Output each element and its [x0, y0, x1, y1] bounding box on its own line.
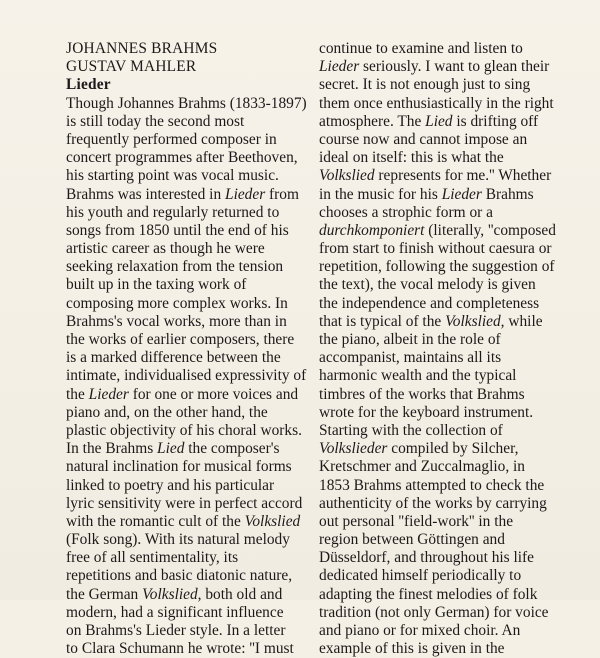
text-segment: frequently performed composer in: [66, 130, 277, 148]
italic-term: Lied: [157, 440, 185, 458]
italic-term: Volkslieder: [319, 440, 388, 458]
text-line: [319, 167, 561, 185]
text-line: [319, 222, 561, 240]
composer-brahms-heading: JOHANNES BRAHMS: [66, 40, 218, 57]
text-segment: linked to poetry and his particular: [66, 476, 275, 494]
text-line: [319, 586, 561, 604]
text-segment: wrote for the keyboard instrument.: [319, 403, 534, 421]
text-line: [66, 458, 306, 476]
left-column: [66, 40, 306, 658]
text-segment: timbres of the works that Brahms: [319, 385, 525, 403]
text-segment: seeking relaxation from the tension: [66, 258, 284, 276]
text-line: [66, 567, 306, 585]
text-line: [319, 313, 561, 331]
text-line: [66, 222, 306, 240]
text-segment: (literally, ''composed: [424, 221, 556, 239]
text-segment: the German: [66, 585, 143, 603]
text-segment: region between Göttingen and: [319, 531, 505, 549]
text-segment: the composer's: [184, 440, 280, 458]
text-line: [319, 422, 561, 440]
section-title: Lieder: [66, 76, 111, 94]
text-line: [66, 404, 306, 422]
text-segment: the: [66, 385, 89, 403]
text-line: [66, 367, 306, 385]
text-segment: represents for me.'' Whether: [374, 167, 552, 185]
text-line: [319, 40, 561, 58]
text-line: [66, 295, 306, 313]
text-segment: Kretschmer and Zuccalmaglio, in: [319, 458, 525, 476]
text-line: [66, 549, 306, 567]
text-line: [66, 531, 306, 549]
text-line: [66, 186, 306, 204]
text-line: [66, 313, 306, 331]
text-segment: tradition (not only German) for voice: [319, 603, 549, 621]
text-line: [66, 622, 306, 640]
text-segment: dedicated himself periodically to: [319, 567, 522, 585]
text-segment: the piano, albeit in the role of: [319, 331, 501, 348]
text-segment: the works of earlier composers, there: [66, 331, 295, 348]
text-line: [319, 58, 561, 76]
text-line: [66, 258, 306, 276]
text-line: [319, 640, 561, 658]
text-segment: course now and cannot impose an: [319, 130, 528, 148]
text-line: [319, 331, 561, 349]
text-segment: songs from 1850 until the end of his: [66, 221, 289, 239]
text-line: [319, 404, 561, 422]
text-line: [319, 76, 561, 94]
text-line: [319, 549, 561, 567]
text-segment: Brahms was interested in: [66, 185, 226, 203]
text-line: [319, 186, 561, 204]
text-segment: that is typical of the: [319, 312, 446, 330]
italic-term: Lieder: [319, 58, 360, 76]
text-line: [66, 477, 306, 495]
text-segment: accompanist, maintains all its: [319, 349, 502, 367]
text-segment: lyric sensitivity were in perfect accord: [66, 494, 303, 512]
text-segment: In the Brahms: [66, 440, 158, 458]
text-segment: Brahms's vocal works, more than in: [66, 312, 287, 330]
text-segment: from start to finish without caesura or: [319, 240, 552, 258]
text-line: [319, 386, 561, 404]
text-line: [319, 604, 561, 622]
composer-mahler-heading: GUSTAV MAHLER: [66, 58, 197, 76]
text-line: [319, 531, 561, 549]
text-line: [319, 458, 561, 476]
italic-term: durchkomponiert: [319, 221, 425, 239]
text-line: [66, 149, 306, 167]
text-line: [66, 131, 306, 149]
text-segment: chooses a strophic form or a: [319, 203, 493, 221]
text-segment: Though Johannes Brahms (1833-1897): [66, 94, 307, 112]
text-segment: concert programmes after Beethoven,: [66, 149, 298, 167]
text-line: [66, 349, 306, 367]
text-segment: natural inclination for musical forms: [66, 458, 292, 476]
text-segment: repetitions and basic diatonic nature,: [66, 567, 293, 585]
text-segment: plastic objectivity of his choral works.: [66, 421, 302, 439]
text-segment: from: [265, 185, 299, 203]
text-line: [319, 349, 561, 367]
text-line: [66, 386, 306, 404]
text-segment: while: [504, 312, 543, 330]
text-line: [66, 440, 306, 458]
text-segment: example of this is given in the: [319, 640, 505, 658]
text-segment: secret. It is not enough just to sing: [319, 76, 531, 94]
text-segment: Brahms: [481, 185, 534, 203]
text-segment: seriously. I want to glean their: [359, 58, 550, 76]
text-segment: his youth and regularly returned to: [66, 203, 280, 221]
text-segment: them once enthusiastically in the right: [319, 94, 554, 112]
italic-term: Volkslied: [319, 167, 375, 185]
text-line: [319, 477, 561, 495]
text-line: [66, 331, 306, 349]
text-segment: composing more complex works. In: [66, 294, 288, 312]
text-line: [66, 586, 306, 604]
text-segment: 1853 Brahms attempted to check the: [319, 476, 545, 494]
italic-term: Lieder: [225, 185, 266, 203]
text-segment: the text), the vocal melody is given: [319, 276, 536, 294]
text-line: [66, 204, 306, 222]
text-segment: harmonic wealth and the typical: [319, 367, 517, 385]
text-line: [319, 295, 561, 313]
text-line: [319, 131, 561, 149]
text-line: [66, 604, 306, 622]
text-segment: both old and: [201, 585, 283, 603]
text-line: [319, 276, 561, 294]
text-line: [319, 440, 561, 458]
text-line: [66, 422, 306, 440]
text-line: [66, 167, 306, 185]
text-segment: piano and, on the other hand, the: [66, 403, 268, 421]
text-segment: repetition, following the suggestion of: [319, 258, 555, 276]
text-segment: (Folk song). With its natural melody: [66, 531, 290, 549]
text-line: [66, 513, 306, 531]
text-segment: Starting with the collection of: [319, 421, 503, 439]
text-segment: built up in the taxing work of: [66, 276, 247, 294]
italic-term: Volkslied,: [445, 312, 505, 330]
text-line: [319, 240, 561, 258]
italic-term: Lieder: [441, 185, 482, 203]
text-line: [319, 567, 561, 585]
text-line: [319, 204, 561, 222]
text-segment: Düsseldorf, and throughout his life: [319, 549, 535, 567]
text-segment: with the romantic cult of the: [66, 512, 245, 530]
text-segment: for one or more voices and: [128, 385, 299, 403]
text-line: [319, 495, 561, 513]
text-segment: and piano or for mixed choir. An: [319, 622, 521, 639]
italic-term: Lied: [425, 112, 453, 130]
text-segment: is drifting off: [452, 112, 539, 130]
text-segment: out personal ''field-work'' in the: [319, 512, 514, 530]
text-line: [66, 640, 306, 658]
left-column-body: [66, 95, 306, 658]
text-segment: is a marked difference between the: [66, 349, 281, 367]
text-line: [319, 513, 561, 531]
text-segment: atmosphere. The: [319, 112, 426, 130]
text-line: [66, 495, 306, 513]
text-segment: intimate, individualised expressivity of: [66, 367, 307, 385]
text-segment: ideal on itself: this is what the: [319, 149, 504, 167]
italic-term: Volkslied,: [142, 585, 202, 603]
text-line: [66, 95, 306, 113]
text-segment: on Brahms's Lieder style. In a letter: [66, 622, 286, 639]
text-segment: artistic career as though he were: [66, 240, 265, 258]
text-segment: is still today the second most: [66, 112, 245, 130]
italic-term: Volkslied: [244, 512, 301, 530]
text-line: [319, 149, 561, 167]
italic-term: Lieder: [88, 385, 129, 403]
text-line: [319, 113, 561, 131]
right-column-body: [319, 40, 561, 658]
text-segment: modern, had a significant influence: [66, 603, 284, 621]
text-segment: his starting point was vocal music.: [66, 167, 279, 185]
text-line: [319, 95, 561, 113]
text-segment: the independence and completeness: [319, 294, 540, 312]
text-line: [319, 622, 561, 640]
text-segment: compiled by Silcher,: [387, 440, 519, 458]
text-segment: free of all sentimentality, its: [66, 549, 239, 567]
right-column: [319, 40, 561, 658]
text-line: [66, 276, 306, 294]
text-line: [66, 240, 306, 258]
text-segment: authenticity of the works by carrying: [319, 494, 547, 512]
text-line: [319, 258, 561, 276]
text-segment: continue to examine and listen to: [319, 40, 523, 57]
text-segment: to Clara Schumann he wrote: ''I must: [66, 640, 294, 658]
text-line: [319, 367, 561, 385]
text-segment: in the music for his: [319, 185, 442, 203]
text-line: [66, 113, 306, 131]
text-segment: adapting the finest melodies of folk: [319, 585, 538, 603]
